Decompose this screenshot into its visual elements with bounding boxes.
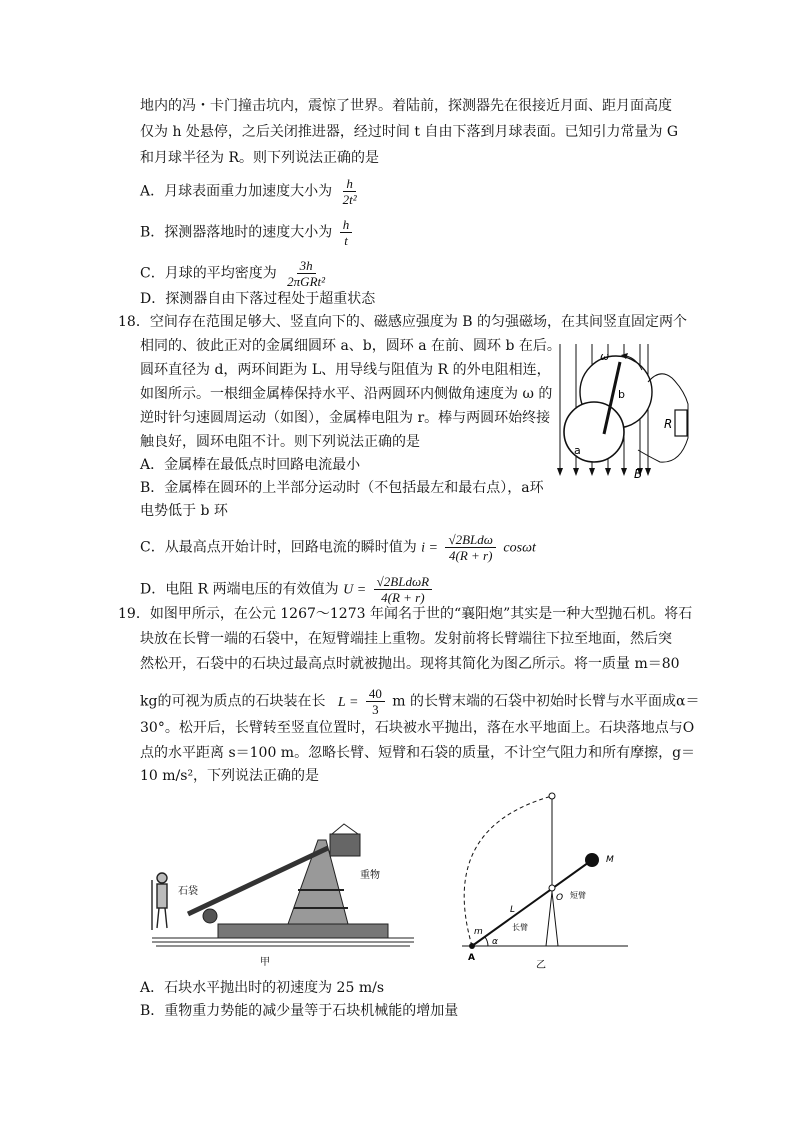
q19-line-4-start: kg的可视为质点的石块装在长 (140, 693, 326, 710)
q17-option-a (140, 176, 363, 207)
q19-line-1: 19．如图甲所示，在公元 1267～1273 年闻名于世的“襄阳炮”其实是一种大型抛石机。将石 (118, 606, 693, 622)
label-A: A (468, 953, 475, 963)
q17-option-c-text: C．月球的平均密度为 (140, 265, 277, 282)
q19-line-6: 点的水平距离 s＝100 m。忽略长臂、短臂和石袋的质量，不计空气阻力和所有摩擦，g＝ (140, 745, 696, 761)
q18-line-5: 逆时针匀速圆周运动（如图），金属棒电阻为 r。棒与两圆环始终接 (140, 410, 551, 426)
top-point (549, 793, 555, 799)
weight-M (585, 853, 599, 867)
trebuchet-illustration (148, 820, 418, 970)
q19-line-4-end: m 的长臂末端的石袋中初始时长臂与水平面成α＝ (392, 693, 700, 710)
q17-option-c (140, 258, 331, 289)
q17-option-b-num: h (340, 217, 353, 233)
counterweight-box (330, 834, 360, 856)
ring-b-label: b (618, 388, 625, 401)
q19-line-4 (140, 686, 699, 717)
q17-option-c-num: 3h (297, 258, 316, 274)
q19-length-num: 40 (366, 686, 385, 702)
q17-option-a-den: 2t² (342, 192, 357, 207)
q18-line-6: 触良好，圆环电阻不计。则下列说法正确的是 (140, 434, 420, 450)
field-label: B (634, 467, 643, 481)
q18-option-c-lhs: i = (421, 540, 439, 556)
q18-option-c-den: 4(R + r) (448, 548, 493, 563)
q18-line-1: 18．空间存在范围足够大、竖直向下的、磁感应强度为 B 的匀强磁场，在其间竖直固定两个 (118, 314, 688, 330)
trajectory-arc (464, 796, 552, 946)
q18-option-d-lhs: U = (343, 582, 367, 598)
point-A (469, 943, 475, 949)
q18-option-c-num: √2BLdω (445, 532, 495, 548)
ground-hatching (152, 938, 414, 946)
q18-option-d-fraction (374, 574, 432, 605)
q18-option-d-text: D．电阻 R 两端电压的有效值为 (140, 581, 339, 598)
q18-option-c (140, 532, 536, 563)
weight-label: 重物 (360, 870, 380, 881)
label-L: L (510, 905, 516, 915)
simplified-diagram (448, 788, 638, 972)
q18-option-c-fraction (445, 532, 495, 563)
q19-line-7: 10 m/s²，下列说法正确的是 (140, 768, 320, 784)
q19-length-den: 3 (372, 702, 379, 717)
q17-option-a-fraction (340, 176, 360, 207)
ring-a (564, 402, 624, 462)
q19-length-fraction (366, 686, 385, 717)
q17-option-b-text: B．探测器落地时的速度大小为 (140, 224, 333, 241)
q18-option-a: A．金属棒在最低点时回路电流最小 (140, 457, 361, 473)
q19-length-symbol: L = (337, 694, 359, 710)
q18-option-b-line-1: B．金属棒在圆环的上半部分运动时（不包括最左和最右点），a环 (140, 480, 544, 496)
q17-option-b (140, 217, 355, 248)
stone-bag-shape (203, 909, 217, 923)
label-long-arm: 长臂 (512, 923, 528, 932)
figure-yi-caption: 乙 (536, 960, 546, 971)
label-short-arm: 短臂 (570, 891, 586, 900)
arm-rod (472, 860, 592, 946)
q17-option-b-den: t (344, 233, 348, 248)
figure-jia-caption: 甲 (260, 957, 270, 968)
resistor-label: R (664, 417, 673, 431)
q18-option-d-den: 4(R + r) (381, 590, 425, 605)
q19-line-2: 块放在长臂一端的石袋中，在短臂端挂上重物。发射前将长臂端往下拉至地面，然后突 (140, 631, 672, 647)
q17-option-b-fraction (340, 217, 353, 248)
label-m: m (474, 927, 483, 937)
q18-line-2: 相同的、彼此正对的金属细圆环 a、b，圆环 a 在前、圆环 b 在后。 (140, 338, 561, 354)
q18-option-d (140, 574, 435, 605)
q17-option-c-den: 2πGRt² (287, 274, 326, 289)
intro-line-3: 和月球半径为 R。则下列说法正确的是 (140, 150, 379, 166)
label-alpha: α (492, 937, 498, 947)
intro-line-2: 仅为 h 处悬停，之后关闭推进器，经过时间 t 自由下落到月球表面。已知引力常量为 G (140, 124, 679, 140)
q17-option-c-fraction (284, 258, 328, 289)
label-O: O (556, 893, 564, 903)
q17-option-a-num: h (343, 176, 356, 192)
label-M: M (606, 855, 614, 865)
q18-line-4: 如图所示。一根细金属棒保持水平、沿两圆环内侧做角速度为 ω 的 (140, 386, 553, 402)
q19-line-5: 30°。松开后，长臂转至竖直位置时，石块被水平抛出，落在水平地面上。石块落地点与O (140, 720, 695, 736)
q18-option-c-text: C．从最高点开始计时，回路电流的瞬时值为 (140, 539, 417, 556)
q17-option-a-text: A．月球表面重力加速度大小为 (140, 183, 333, 200)
stone-bag-label: 石袋 (178, 886, 198, 897)
intro-line-1: 地内的冯・卡门撞击坑内，震惊了世界。着陆前，探测器先在很接近月面、距月面高度 (140, 98, 672, 114)
omega-label: ω (600, 350, 610, 363)
pivot-O (549, 885, 555, 891)
q19-option-a: A．石块水平抛出时的初速度为 25 m/s (140, 980, 385, 996)
ring-a-label: a (574, 444, 581, 457)
q18-option-d-num: √2BLdωR (374, 574, 432, 590)
q19-line-3: 然松开，石袋中的石块过最高点时就被抛出。现将其简化为图乙所示。将一质量 m＝80 (140, 656, 680, 672)
q18-option-c-tail: cosωt (503, 540, 536, 556)
trebuchet-base (218, 924, 388, 938)
q17-option-d: D．探测器自由下落过程处于超重状态 (140, 291, 376, 307)
q18-line-3: 圆环直径为 d，两环间距为 L、用导线与阻值为 R 的外电阻相连， (140, 362, 551, 378)
resistor-R (675, 410, 687, 436)
q19-option-b: B．重物重力势能的减少量等于石块机械能的增加量 (140, 1003, 459, 1019)
q18-option-b-line-2: 电势低于 b 环 (140, 503, 228, 519)
q18-ring-figure (548, 342, 696, 482)
soldier-figure (152, 873, 167, 930)
